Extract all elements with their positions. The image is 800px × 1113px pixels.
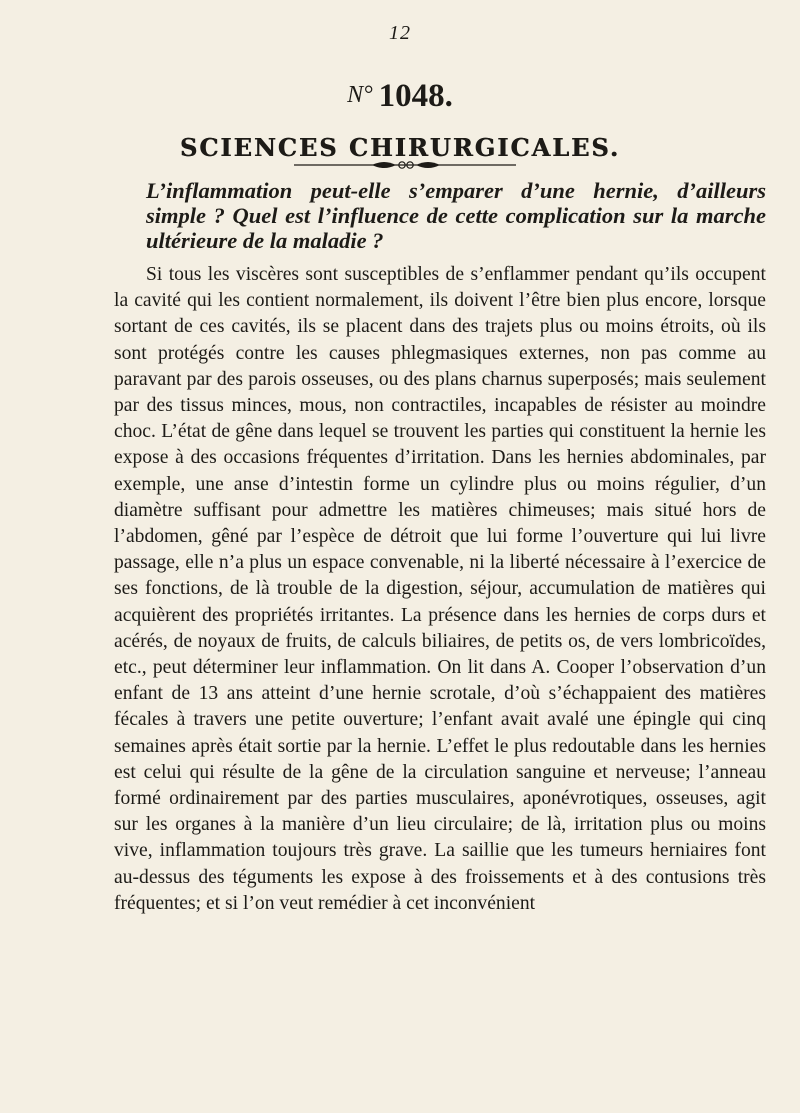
number-prefix: N° [347, 82, 373, 108]
question-heading: L’inflammation peut-elle s’emparer d’une hernie, d’ailleurs simple ? Quel est l’influence de cette complication sur la marche ultérieure de la maladie ? [146, 178, 766, 253]
entry-number [0, 78, 800, 115]
body-paragraph: Si tous les viscères sont susceptibles de s’enflammer pendant qu’ils occupent la cavité qui les contient normalement, ils doivent l’être bien plus encore, lorsque sortant de ces cavités, ils se placent dans des trajets plus ou moins étroits, où ils sont protégés contre les causes phlegmasiques externes, non pas comme au paravant par des parois osseuses, ou des plans charnus superposés; mais seulement par des tissus minces, mous, non contractiles, incapables de résister au moindre choc. L’état de gêne dans lequel se trouvent les parties qui constituent la hernie les expose à des occasions fréquentes d’irritation. Dans les hernies abdominales, par exemple, une anse d’intestin forme un cylindre plus ou moins régulier, d’un diamètre suffisant pour admettre les matières chimeuses; mais situé hors de l’abdomen, gêné par l’espèce de détroit que lui forme l’ouverture qui lui livre passage, elle n’a plus un espace convenable, ni la liberté nécessaire à l’exercice de ses fonctions, de là trouble de la digestion, séjour, accumulation de matières qui acquièrent des propriétés irritantes. La présence dans les hernies de corps durs et acérés, de noyaux de fruits, de calculs biliaires, de petits os, de vers lombricoïdes, etc., peut déterminer leur inflammation. On lit dans A. Cooper l’observation d’un enfant de 13 ans atteint d’une hernie scrotale, d’où s’échappaient des matières fécales à travers une petite ouverture; l’enfant avait avalé une épingle qui cinq semaines après était sortie par la hernie. L’effet le plus redoutable dans les hernies est celui qui résulte de la gêne de la circulation sanguine et nerveuse; l’anneau formé ordinairement par des parties musculaires, aponévrotiques, osseuses, agit sur les organes à la manière d’un lieu circulaire; de là, irritation plus ou moins vive, inflammation toujours très grave. La saillie que les tumeurs herniaires font au-dessus des téguments les expose à des froissements et à des contusions très fréquentes; et si l’on veut remédier à cet inconvénient [114, 264, 766, 914]
page-number: 12 [389, 22, 411, 44]
number-value: 1048. [378, 78, 453, 114]
section-heading: SCIENCES CHIRURGICALES. [179, 133, 621, 162]
ornament-rule [294, 158, 516, 172]
